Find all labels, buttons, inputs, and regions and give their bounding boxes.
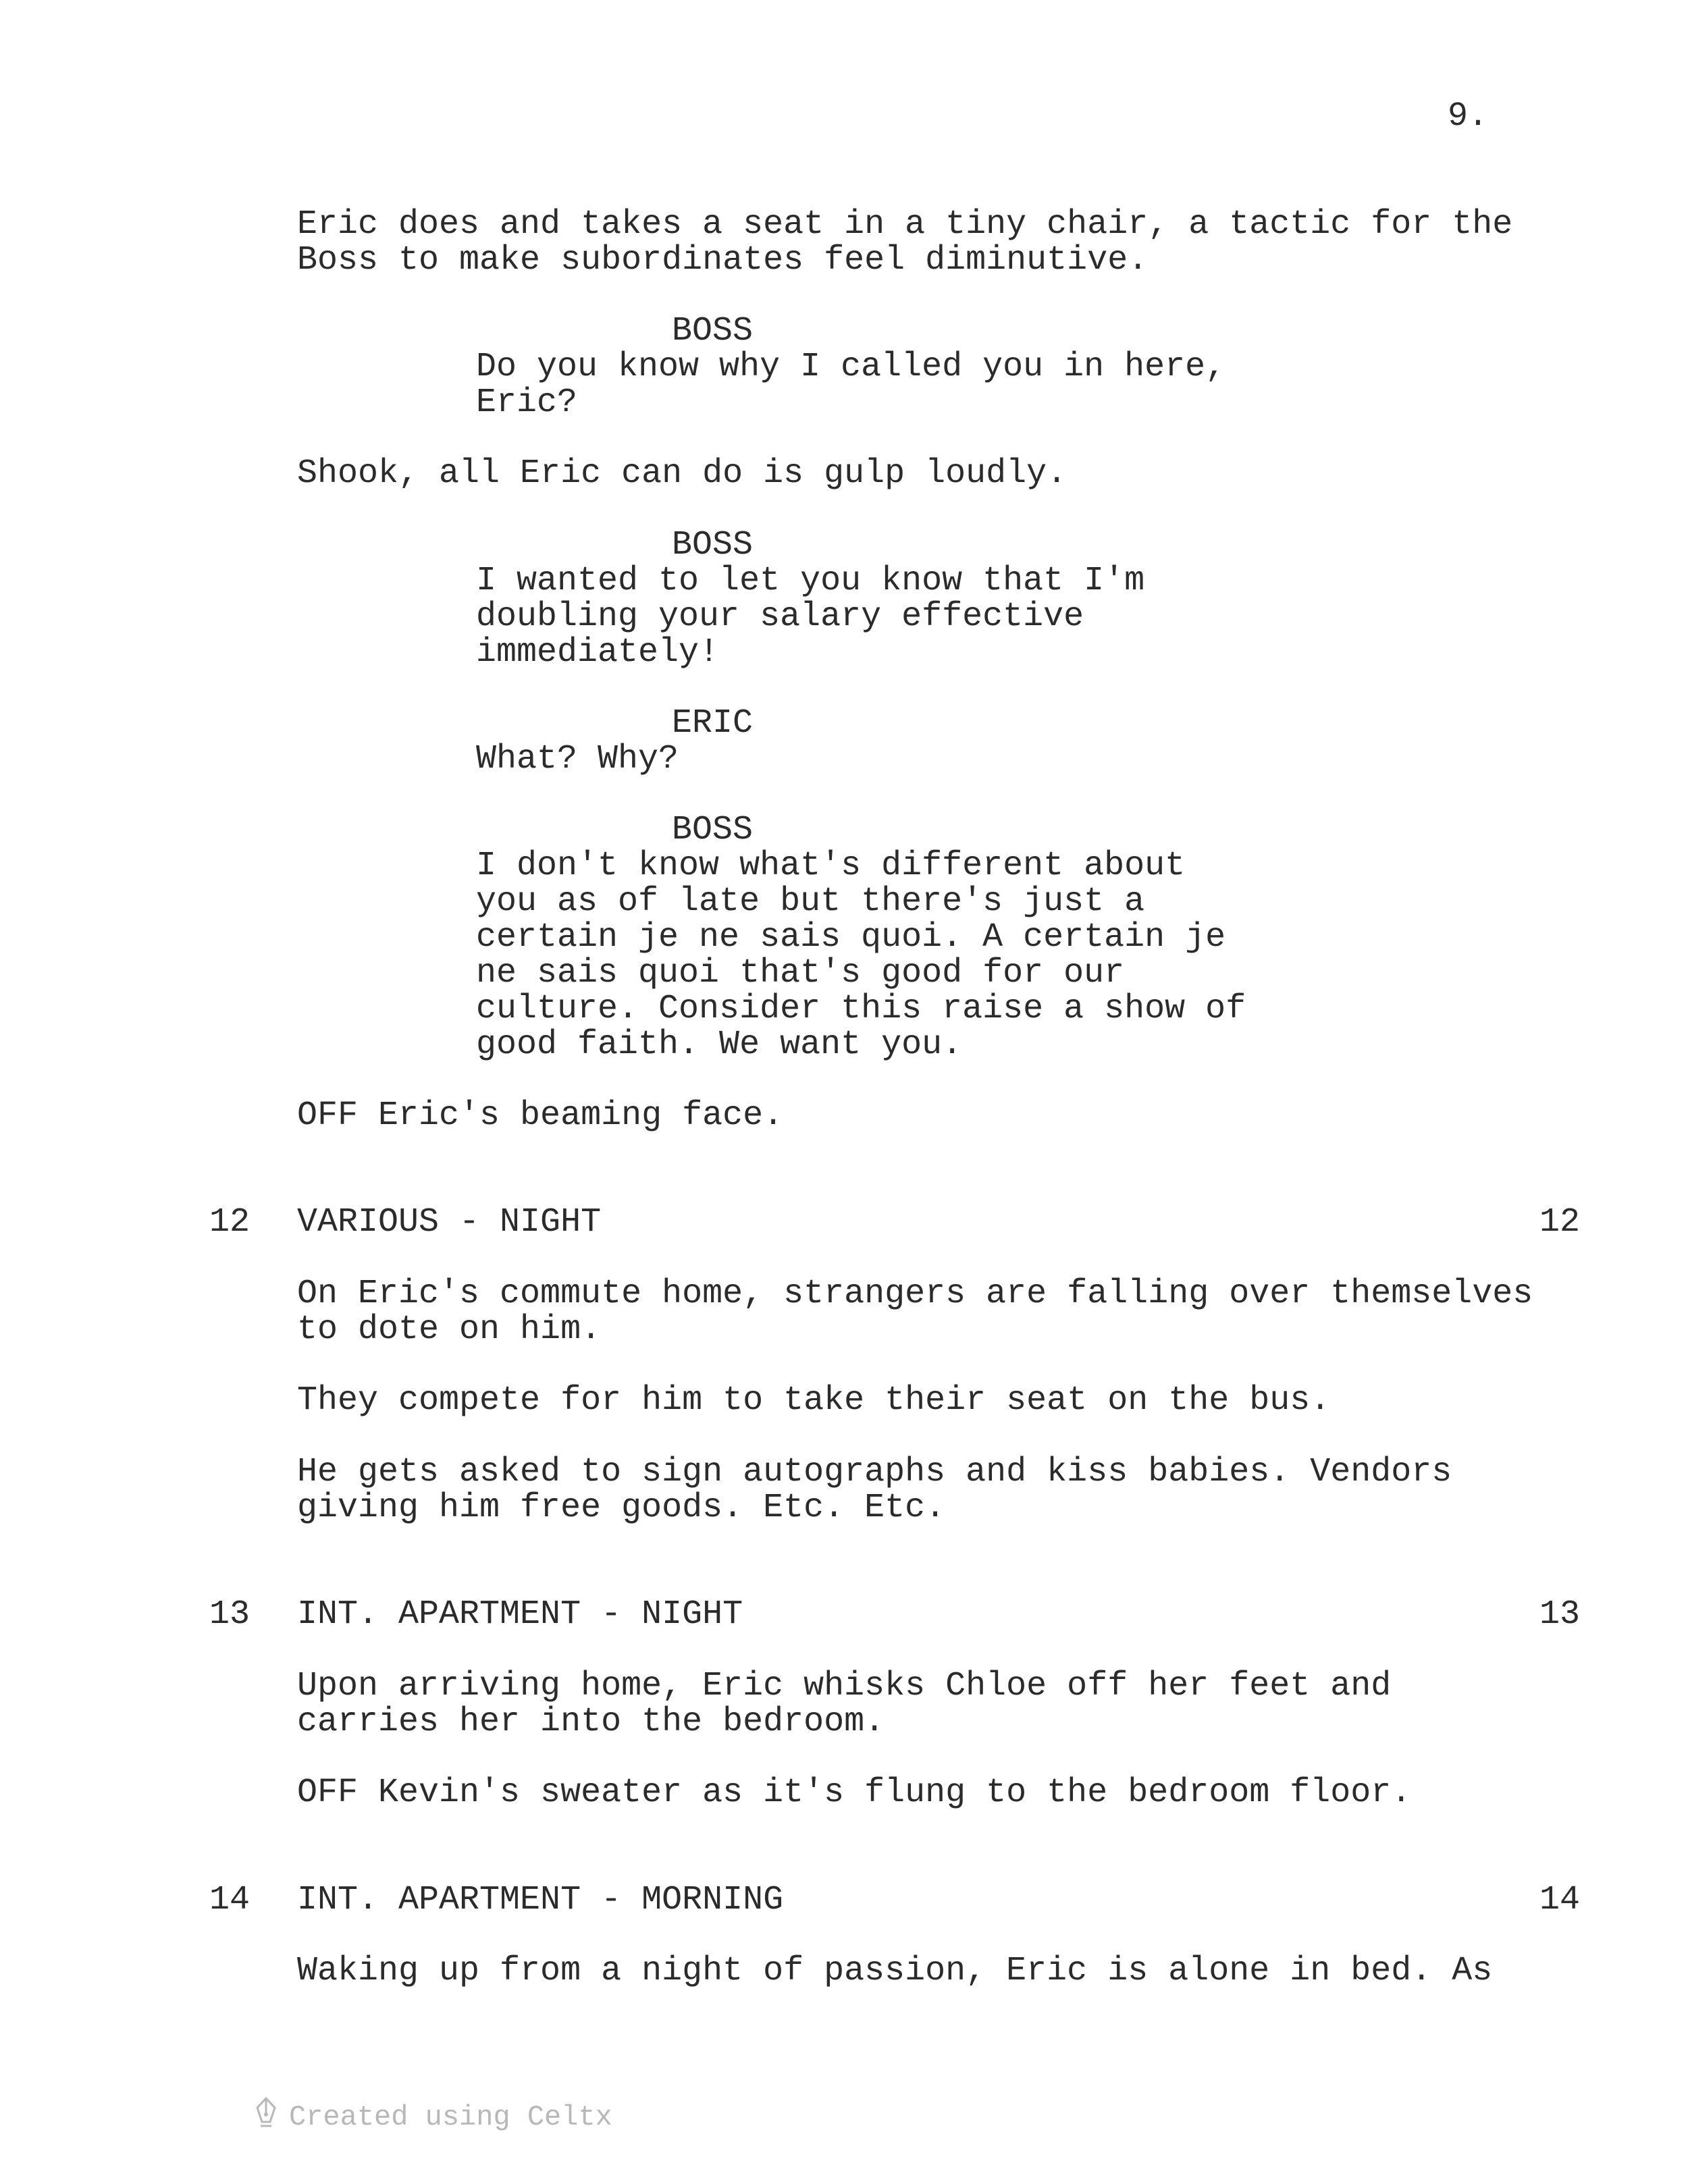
dialogue-line: certain je ne sais quoi. A certain je	[476, 918, 1226, 957]
action-line: On Eric's commute home, strangers are falling over themselves	[297, 1275, 1533, 1313]
dialogue-line: culture. Consider this raise a show of	[476, 990, 1246, 1028]
action-line: OFF Eric's beaming face.	[297, 1096, 784, 1135]
character-name: BOSS	[672, 526, 754, 564]
character-name: BOSS	[672, 811, 754, 849]
action-line: OFF Kevin's sweater as it's flung to the bedroom floor.	[297, 1774, 1412, 1812]
scene-number-left: 13	[209, 1595, 250, 1634]
scene-number-right: 12	[1539, 1203, 1581, 1242]
scene-heading: INT. APARTMENT - MORNING	[297, 1881, 784, 1919]
dialogue-line: you as of late but there's just a	[476, 882, 1145, 921]
dialogue-line: doubling your salary effective	[476, 597, 1084, 636]
dialogue-line: good faith. We want you.	[476, 1026, 963, 1064]
dialogue-line: I wanted to let you know that I'm	[476, 562, 1145, 600]
action-line: carries her into the bedroom.	[297, 1703, 885, 1741]
scene-number-right: 13	[1539, 1595, 1581, 1634]
dialogue-line: ne sais quoi that's good for our	[476, 954, 1125, 992]
action-line: He gets asked to sign autographs and kiss babies. Vendors	[297, 1453, 1452, 1491]
scene-number-right: 14	[1539, 1881, 1581, 1919]
action-line: Eric does and takes a seat in a tiny chair, a tactic for the	[297, 205, 1513, 244]
footer-watermark	[254, 2096, 612, 2137]
footer-text: Created using Celtx	[289, 2100, 612, 2133]
scene-number-left: 14	[209, 1881, 250, 1919]
action-line: They compete for him to take their seat on the bus.	[297, 1381, 1331, 1420]
action-line: Upon arriving home, Eric whisks Chloe off her feet and	[297, 1667, 1392, 1705]
character-name: BOSS	[672, 312, 754, 350]
dialogue-line: immediately!	[476, 633, 720, 672]
scene-number-left: 12	[209, 1203, 250, 1242]
dialogue-line: Do you know why I called you in here,	[476, 348, 1226, 386]
scene-heading: INT. APARTMENT - NIGHT	[297, 1595, 743, 1634]
page-number: 9.	[1448, 97, 1489, 136]
dialogue-line: Eric?	[476, 383, 578, 422]
action-line: to dote on him.	[297, 1310, 602, 1349]
dialogue-line: What? Why?	[476, 740, 679, 778]
dialogue-line: I don't know what's different about	[476, 847, 1186, 885]
action-line: Shook, all Eric can do is gulp loudly.	[297, 454, 1067, 493]
character-name: ERIC	[672, 704, 754, 743]
action-line: Boss to make subordinates feel diminutive.	[297, 241, 1149, 279]
scene-heading: VARIOUS - NIGHT	[297, 1203, 602, 1242]
pen-nib-icon	[254, 2096, 289, 2137]
action-line: giving him free goods. Etc. Etc.	[297, 1489, 946, 1527]
action-line: Waking up from a night of passion, Eric is alone in bed. As	[297, 1952, 1493, 1990]
